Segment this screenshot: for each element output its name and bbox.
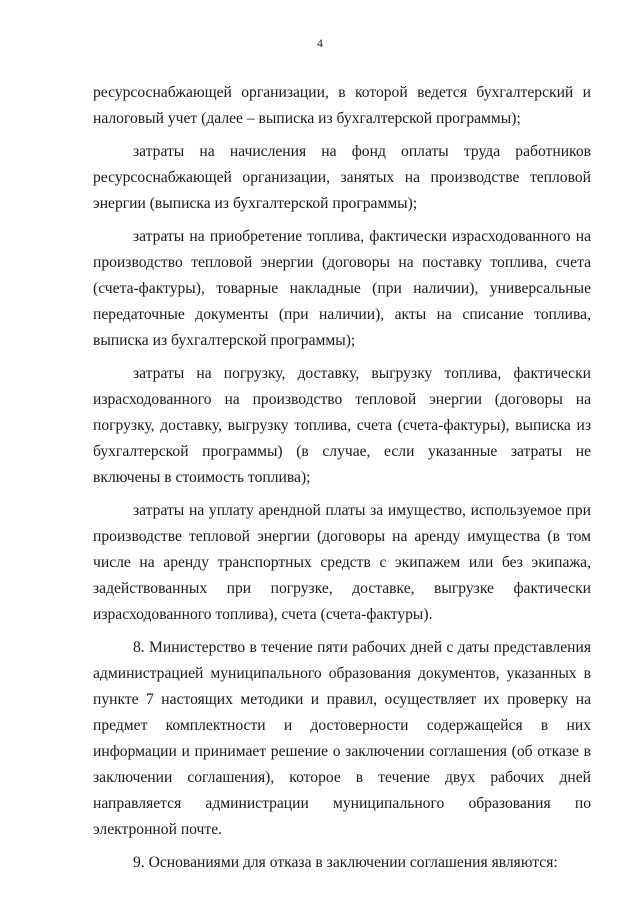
page-number: 4 (317, 36, 323, 50)
paragraph-section-8: 8. Министерство в течение пяти рабочих дней с даты представления администрацией муниципального образования документов, указанных в пункте 7 настоящих методики и правил, осуществляет их проверку на предмет комплектности и достоверности содержащейся в них информации и принимает решение о заключении соглашения (об отказе в заключении соглашения), которое в течение двух рабочих дней направляется администрации муниципального образования по электронной почте. (93, 639, 591, 838)
paragraph-continuation: ресурсоснабжающей организации, в которой ведется бухгалтерский и налоговый учет (далее – выписка из бухгалтерской программы); (93, 84, 591, 127)
paragraph-fuel-transport-costs: затраты на погрузку, доставку, выгрузку топлива, фактически израсходованного на производство тепловой энергии (договоры на погрузку, доставку, выгрузку топлива, счета (счета-фактуры), выписка из бухгалтерской программы) (в случае, если указанные затраты не включены в стоимость топлива); (93, 365, 591, 486)
paragraph-rent-costs: затраты на уплату арендной платы за имущество, используемое при производстве тепловой энергии (договоры на аренду имущества (в том числе на аренду транспортных средств с экипажем или без экипажа, задействованных при погрузке, доставке, выгрузке фактически израсходованного топлива), счета (счета-фактуры). (93, 502, 591, 623)
paragraph-payroll-costs: затраты на начисления на фонд оплаты труда работников ресурсоснабжающей организации, занятых на производстве тепловой энергии (выписка из бухгалтерской программы); (93, 143, 591, 212)
paragraph-fuel-costs: затраты на приобретение топлива, фактически израсходованного на производство тепловой энергии (договоры на поставку топлива, счета (счета-фактуры), товарные накладные (при наличии), универсальные передаточные документы (при наличии), акты на списание топлива, выписка из бухгалтерской программы); (93, 228, 591, 349)
document-body (93, 80, 591, 876)
paragraph-section-9: 9. Основаниями для отказа в заключении соглашения являются: (133, 854, 558, 871)
